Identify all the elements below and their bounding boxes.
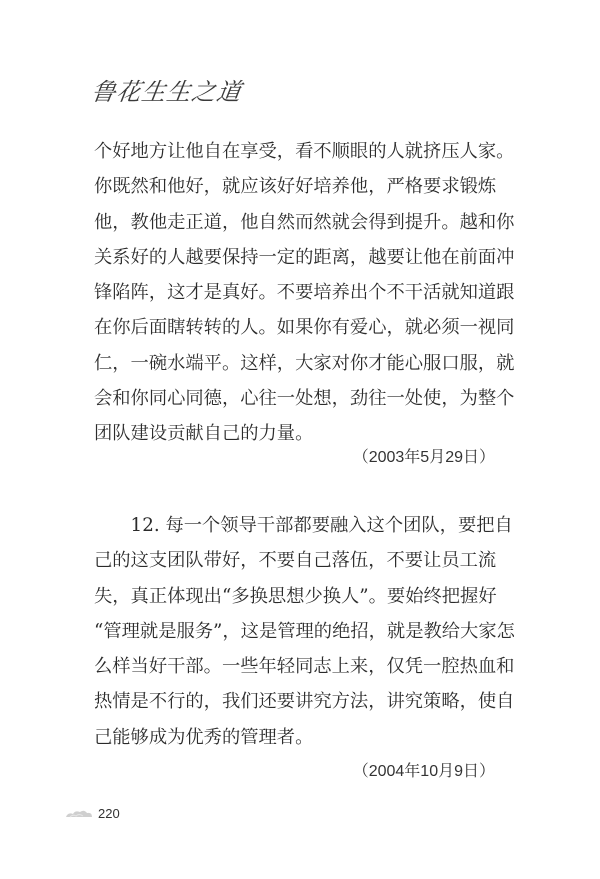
text-line: 个好地方让他自在享受，看不顺眼的人就挤压人家。 (94, 141, 515, 162)
paragraph-1 (94, 134, 515, 452)
page-footer (64, 806, 120, 821)
text-line: 关系好的人越要保持一定的距离，越要让他在前面冲 (94, 246, 515, 268)
text-line: 12. 每一个领导干部都要融入这个团队，要把自 (94, 515, 513, 536)
text-line: 么样当好干部。一些年轻同志上来，仅凭一腔热血和 (94, 656, 515, 678)
text-line: 己的这支团队带好，不要自己落伍，不要让员工流 (94, 550, 497, 572)
page-number: 220 (98, 806, 120, 821)
text-line: 团队建设贡献自己的力量。 (94, 423, 314, 445)
text-line: 锋陷阵，这才是真好。不要培养出个不干活就知道跟 (94, 282, 515, 304)
text-line: 失，真正体现出“多换思想少换人”。要始终把握好 (94, 585, 497, 607)
text-line: 他，教他走正道，他自然而然就会得到提升。越和你 (94, 211, 515, 233)
text-line: “管理就是服务”，这是管理的绝招，就是教给大家怎 (94, 620, 515, 642)
date-stamp-1: （2003年5月29日） (352, 449, 495, 466)
text-line: 会和你同心同德，心往一处想，劲往一处使，为整个 (94, 388, 515, 410)
running-header-title: 鲁花生生之道 (89, 78, 244, 106)
text-line: 在你后面瞎转转的人。如果你有爱心，就必须一视同 (94, 317, 515, 339)
text-line: 你既然和他好，就应该好好培养他，严格要求锻炼 (94, 176, 497, 198)
text-line: 热情是不行的，我们还要讲究方法，讲究策略，使自 (94, 691, 515, 713)
cloud-ornament-icon (64, 808, 94, 820)
paragraph-2 (94, 508, 515, 755)
text-line: 仁，一碗水端平。这样，大家对你才能心服口服，就 (94, 352, 515, 374)
date-stamp-2: （2004年10月9日） (352, 763, 495, 780)
text-line: 己能够成为优秀的管理者。 (94, 726, 314, 748)
